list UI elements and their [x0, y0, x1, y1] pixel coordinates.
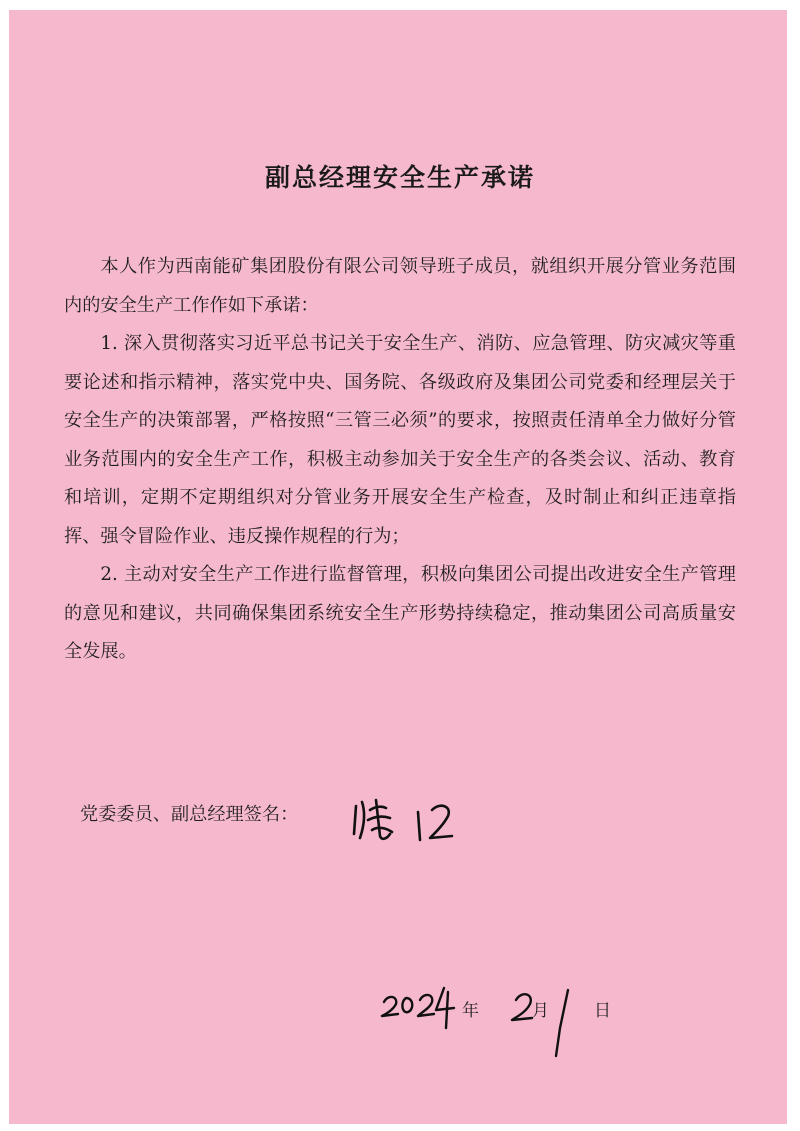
- commitment-item-1: 1. 深入贯彻落实习近平总书记关于安全生产、消防、应急管理、防灾减灾等重要论述和指示精神，落实党中央、国务院、各级政府及集团公司党委和经理层关于安全生产的决策部署，严格按照“三管三必须”的要求，按照责任清单全力做好分管业务范围内的安全生产工作，积极主动参加关于安全生产的各类会议、活动、教育和培训，定期不定期组织对分管业务开展安全生产检查，及时制止和纠正违章指挥、强令冒险作业、违反操作规程的行为；: [64, 333, 736, 547]
- commitment-item-2: 2. 主动对安全生产工作进行监督管理，积极向集团公司提出改进安全生产管理的意见和建议，共同确保集团系统安全生产形势持续稳定，推动集团公司高质量安全发展。: [64, 564, 736, 662]
- document-title: 副总经理安全生产承诺: [264, 163, 535, 192]
- signature-label: 党委委员、副总经理签名：: [80, 804, 299, 825]
- document-body: [64, 248, 736, 672]
- date-month-unit: 月: [532, 1001, 549, 1021]
- date-day-unit: 日: [594, 1001, 611, 1021]
- intro-paragraph: 本人作为西南能矿集团股份有限公司领导班子成员，就组织开展分管业务范围内的安全生产工作作如下承诺：: [64, 256, 736, 316]
- handwritten-signature: [346, 792, 476, 852]
- date-year-unit: 年: [462, 1001, 479, 1021]
